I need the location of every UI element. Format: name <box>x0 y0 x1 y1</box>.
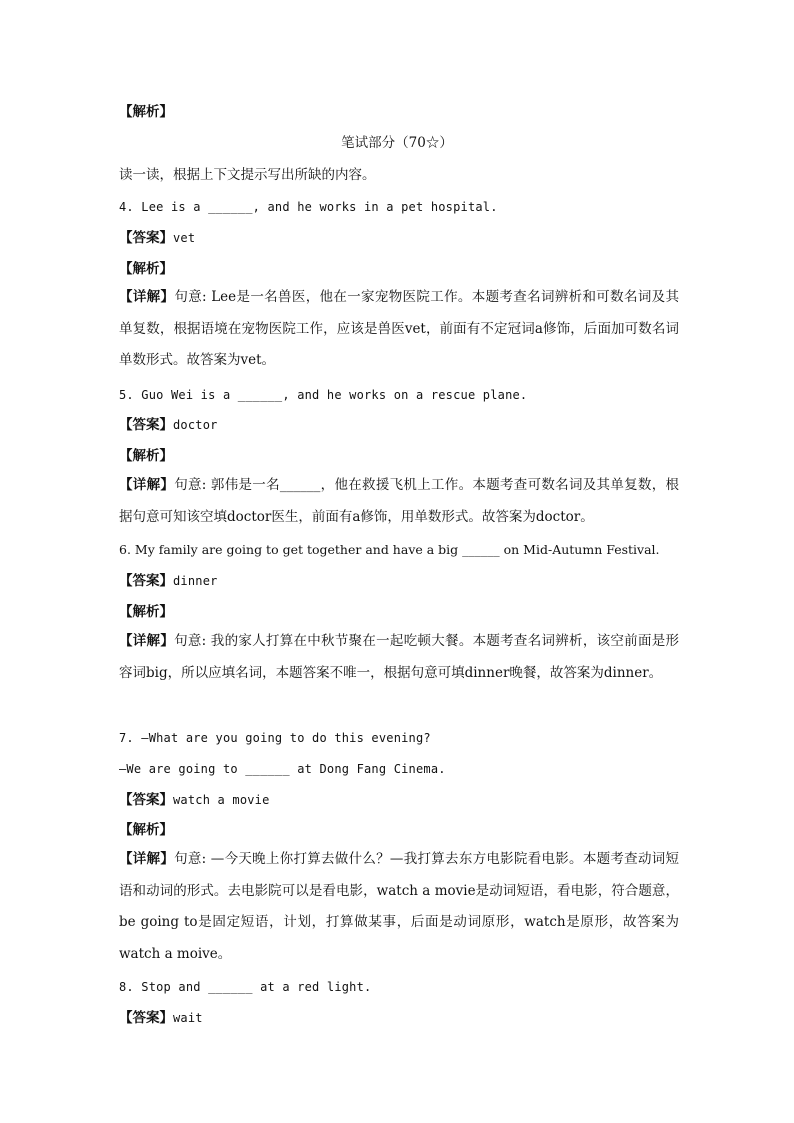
answer-6 <box>119 572 679 590</box>
question-7-line-2: —We are going to ______ at Dong Fang Cinema. <box>119 762 446 776</box>
answer-label: 【答案】 <box>119 417 173 433</box>
question-5: 5. Guo Wei is a ______, and he works on a rescue plane. <box>119 388 528 402</box>
question-8: 8. Stop and ______ at a red light. <box>119 980 372 994</box>
analysis-heading-6: 【解析】 <box>119 604 173 620</box>
detail-7 <box>119 844 679 970</box>
detail-5 <box>119 470 679 533</box>
analysis-heading-5: 【解析】 <box>119 448 173 464</box>
answer-7 <box>119 791 679 809</box>
answer-label: 【答案】 <box>119 573 173 589</box>
instruction-text: 读一读，根据上下文提示写出所缺的内容。 <box>119 167 376 183</box>
analysis-heading-4: 【解析】 <box>119 261 173 277</box>
answer-value: watch a movie <box>173 793 270 807</box>
question-4: 4. Lee is a ______, and he works in a pet hospital. <box>119 200 498 214</box>
detail-label: 【详解】 <box>119 851 175 867</box>
answer-label: 【答案】 <box>119 230 173 246</box>
answer-8 <box>119 1009 679 1027</box>
detail-text: 句意: 郭伟是一名______，他在救援飞机上工作。本题考查可数名词及其单复数，根据句意可知该空填doctor医生，前面有a修饰，用单数形式。故答案为doctor。 <box>119 477 680 525</box>
detail-6 <box>119 626 679 720</box>
detail-4 <box>119 282 679 376</box>
section-title: 笔试部分（70☆） <box>341 135 453 151</box>
detail-label: 【详解】 <box>119 477 175 493</box>
answer-value: vet <box>173 231 196 245</box>
answer-5 <box>119 416 679 434</box>
answer-value: dinner <box>173 574 218 588</box>
answer-label: 【答案】 <box>119 792 173 808</box>
detail-label: 【详解】 <box>119 289 175 305</box>
answer-value: doctor <box>173 418 218 432</box>
question-7-line-1: 7. —What are you going to do this evening? <box>119 731 431 745</box>
answer-label: 【答案】 <box>119 1010 173 1026</box>
question-6: 6. My family are going to get together and have a big ______ on Mid-Autumn Festival. <box>119 542 660 557</box>
detail-text: 句意: 我的家人打算在中秋节聚在一起吃顿大餐。本题考查名词辨析，该空前面是形容词big，所以应填名词，本题答案不唯一，根据句意可填dinner晚餐，故答案为dinner。 <box>119 633 680 681</box>
analysis-heading-7: 【解析】 <box>119 822 173 838</box>
detail-text: 句意: Lee是一名兽医，他在一家宠物医院工作。本题考查名词辨析和可数名词及其单复数，根据语境在宠物医院工作，应该是兽医vet，前面有不定冠词a修饰，后面加可数名词单数形式。故答案为vet。 <box>119 289 679 368</box>
detail-text: 句意: —今天晚上你打算去做什么？—我打算去东方电影院看电影。本题考查动词短语和动词的形式。去电影院可以是看电影，watch a movie是动词短语，看电影，符合题意，be going to是固定短语，计划，打算做某事，后面是动词原形，watch是原形，故答案为watch a moive。 <box>119 851 680 962</box>
answer-4 <box>119 229 679 247</box>
answer-value: wait <box>173 1011 203 1025</box>
detail-label: 【详解】 <box>119 633 175 649</box>
analysis-heading-top: 【解析】 <box>119 104 173 120</box>
